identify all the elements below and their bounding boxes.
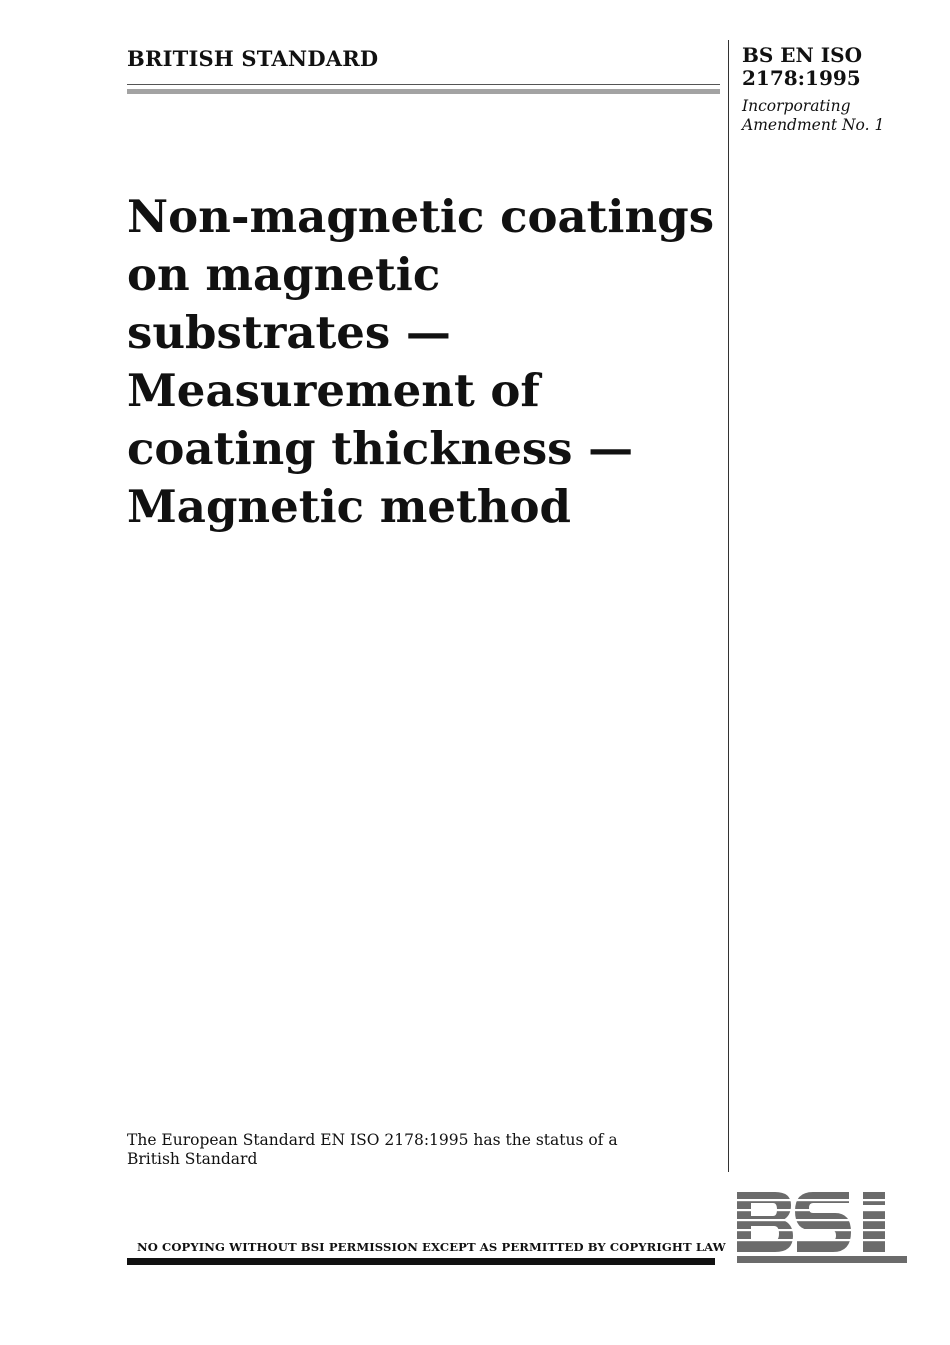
standard-number-line2: 2178:1995 [742, 66, 861, 90]
amendment-line1: Incorporating [742, 97, 851, 115]
amendment-line2: Amendment No. 1 [742, 116, 885, 134]
margin-divider [728, 40, 729, 1172]
title-line: on magnetic [127, 248, 441, 301]
title-line: Magnetic method [127, 480, 571, 533]
footer-rule [127, 1258, 715, 1265]
standard-number-line1: BS EN ISO [742, 43, 863, 67]
bsi-logo-baseline [737, 1256, 907, 1263]
title-line: Non-magnetic coatings [127, 190, 715, 243]
series-label: BRITISH STANDARD [127, 46, 379, 71]
bsi-logo [737, 1190, 907, 1266]
header-rule-thick [127, 89, 720, 94]
amendment-note [742, 97, 884, 135]
status-line1: The European Standard EN ISO 2178:1995 has the status of a [127, 1131, 618, 1149]
copyright-notice: NO COPYING WITHOUT BSI PERMISSION EXCEPT AS PERMITTED BY COPYRIGHT LAW [137, 1240, 726, 1254]
document-title [127, 188, 727, 536]
title-line: substrates — [127, 306, 451, 359]
status-line2: British Standard [127, 1150, 258, 1168]
status-statement [127, 1131, 618, 1169]
title-line: coating thickness — [127, 422, 634, 475]
title-line: Measurement of [127, 364, 540, 417]
standard-number [742, 44, 862, 90]
header-rule-thin [127, 84, 720, 85]
